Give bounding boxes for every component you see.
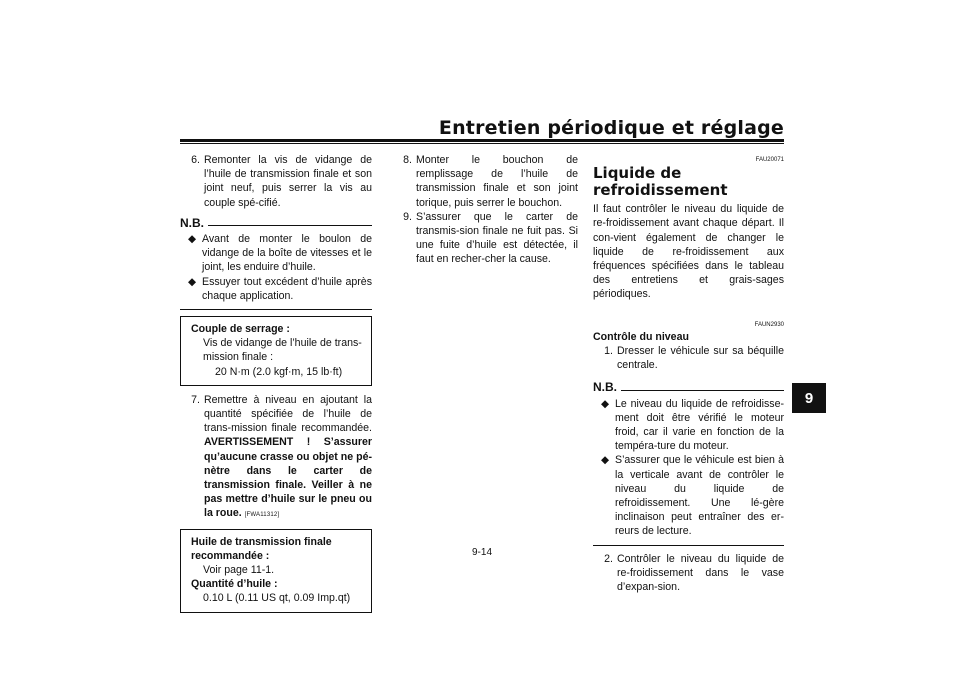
- step-6: [180, 153, 372, 210]
- nb-rule: [208, 225, 372, 226]
- step-text: Monter le bouchon de remplissage de l’huile de transmission finale et son joint torique, puis serrer le bouchon.: [416, 154, 578, 209]
- column-right: [593, 153, 784, 594]
- bullet-text: Essuyer tout excédent d’huile après chaque application.: [202, 275, 372, 302]
- spec-item: Vis de vidange de l’huile de trans-mission finale :: [203, 337, 362, 364]
- step-number: 1.: [604, 345, 613, 358]
- spec-value: Voir page 11-1.: [203, 564, 275, 577]
- column-left: [180, 153, 372, 613]
- header-rule-thin: [180, 143, 784, 144]
- bullet-text: Avant de monter le boulon de vidange de la boîte de vitesses et le joint, les enduire d’huile.: [202, 233, 372, 274]
- bullet-text: Le niveau du liquide de refroidisse-ment doit être vérifié le moteur froid, car il varie en fonction de la tempéra-ture du moteur.: [615, 397, 784, 453]
- step-8: [392, 153, 578, 210]
- step-text: S’assurer que le carter de transmis-sion finale ne fuit pas. Si une fuite d’huile est détectée, il faut en recher-cher la cause.: [416, 210, 578, 266]
- torque-spec-box: [180, 316, 372, 386]
- column-middle: [392, 153, 578, 267]
- nb-label: N.B.: [180, 215, 204, 230]
- page-title: Entretien périodique et réglage: [438, 117, 784, 139]
- warning-text: AVERTISSEMENT ! S’assurer qu’aucune crasse ou objet ne pé-nètre dans le carter de transmission finale. Veiller à ne pas mettre d’huile sur le pneu ou la roue.: [204, 436, 372, 520]
- reference-code: FAU20071: [755, 157, 784, 163]
- nb-heading: [593, 380, 784, 394]
- bullet-text: S’assurer que le véhicule est bien à la verticale avant de contrôler le niveau du liquide de refroidissement. Une lé-gère inclinaison peut entraîner des er-reurs de lecture.: [615, 454, 784, 538]
- step-number: 6.: [191, 154, 200, 166]
- chapter-tab: 9: [792, 383, 826, 413]
- spec-title: Quantité d’huile :: [191, 578, 278, 591]
- step-body: [204, 393, 372, 523]
- step-1: [593, 344, 784, 372]
- nb-rule: [621, 390, 784, 391]
- nb-end-rule: [180, 309, 372, 310]
- spec-value: 0.10 L (0.11 US qt, 0.09 Imp.qt): [203, 592, 351, 605]
- nb-bullet: [180, 275, 372, 303]
- page-number: 9-14: [471, 547, 492, 558]
- step-2: [593, 552, 784, 595]
- intro-paragraph: Il faut contrôler le niveau du liquide de re-froidissement avant chaque départ. Il con-vient également de changer le liquide de re-froidissement aux fréquences spécifiées dans le tableau des entretiens et grais-sages périodiques.: [593, 203, 784, 301]
- step-text: Remonter la vis de vidange de l’huile de transmission finale et son joint neuf, puis serrer la vis au couple spé-cifié.: [204, 154, 372, 209]
- subsection-heading: Contrôle du niveau: [593, 330, 689, 343]
- step-7: [180, 393, 372, 523]
- nb-bullet: [593, 453, 784, 538]
- diamond-bullet-icon: ◆: [601, 397, 610, 410]
- spec-value: 20 N·m (2.0 kgf·m, 15 lb·ft): [215, 365, 343, 378]
- spec-title: Couple de serrage :: [191, 323, 290, 336]
- step-text: Dresser le véhicule sur sa béquille centrale.: [617, 345, 784, 372]
- diamond-bullet-icon: ◆: [601, 454, 610, 467]
- nb-bullet: [180, 232, 372, 275]
- spec-title: Huile de transmission finale recommandée :: [191, 535, 332, 562]
- header-rule: [180, 139, 784, 142]
- step-number: 2.: [604, 552, 613, 565]
- step-number: 7.: [191, 393, 200, 406]
- diamond-bullet-icon: ◆: [188, 275, 197, 288]
- reference-code: [FWA11312]: [244, 512, 280, 519]
- nb-end-rule: [593, 545, 784, 546]
- nb-bullet: [593, 397, 784, 454]
- step-number: 9.: [403, 210, 412, 223]
- nb-label: N.B.: [593, 380, 617, 395]
- step-text: Remettre à niveau en ajoutant la quantité spécifiée de l’huile de trans-mission finale recommandée.: [204, 393, 372, 435]
- step-text: Contrôler le niveau du liquide de re-froidissement dans le vase d’expan-sion.: [617, 552, 784, 594]
- diamond-bullet-icon: ◆: [188, 233, 197, 246]
- oil-spec-box: [180, 529, 372, 613]
- step-9: [392, 210, 578, 267]
- section-heading: Liquide de refroidissement: [593, 164, 728, 200]
- reference-code: FAUN2930: [754, 321, 784, 328]
- nb-heading: [180, 216, 372, 230]
- step-number: 8.: [403, 154, 412, 166]
